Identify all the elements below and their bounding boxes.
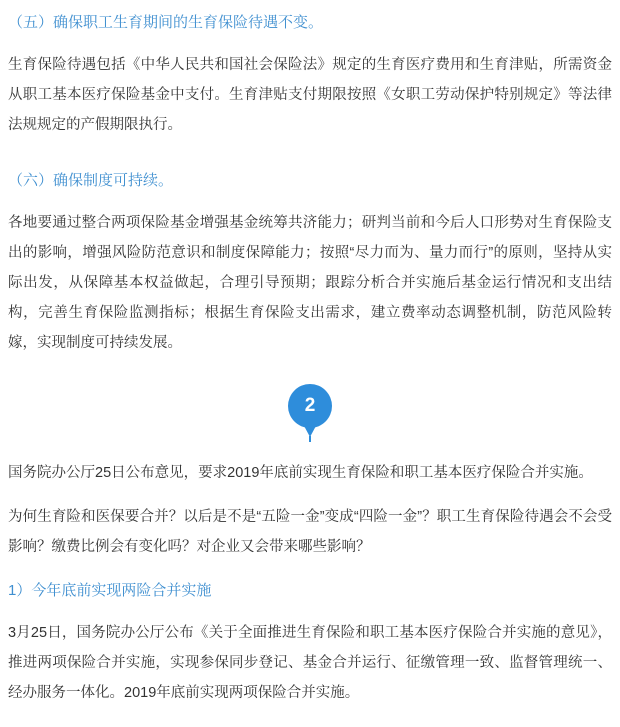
intro-paragraph-1: 国务院办公厅25日公布意见，要求2019年底前实现生育保险和职工基本医疗保险合并实施。 — [8, 465, 593, 481]
pin-stem-icon — [309, 436, 311, 442]
section-heading-6: （六）确保制度可持续。 — [8, 172, 174, 189]
spacer — [8, 140, 612, 162]
page-marker-pin — [288, 384, 332, 440]
section-6-paragraph-1: 各地要通过整合两项保险基金增强基金统筹共济能力；研判当前和今后人口形势对生育保险支出的影响，增强风险防范意识和制度保障能力；按照“尽力而为、量力而行”的原则，坚持从实际出发，从保障基本权益做起，合理引导预期；跟踪分析合并实施后基金运行情况和支出结构，完善生育保险监测指标；根据生育保险支出需求，建立费率动态调整机制，防范风险转嫁，实现制度可持续发展。 — [8, 215, 612, 351]
section-heading-5: （五）确保职工生育期间的生育保险待遇不变。 — [8, 14, 324, 31]
page-marker-number: 2 — [304, 395, 316, 416]
spacer — [8, 562, 612, 572]
section-5-paragraph-1: 生育保险待遇包括《中华人民共和国社会保险法》规定的生育医疗费用和生育津贴，所需资金从职工基本医疗保险基金中支付。生育津贴支付期限按照《女职工劳动保护特别规定》等法律法规规定的产假期限执行。 — [8, 57, 612, 133]
section-heading-1: 1）今年底前实现两险合并实施 — [8, 582, 212, 599]
page-marker — [8, 358, 612, 444]
intro-paragraph-2: 为何生育险和医保要合并？以后是不是“五险一金”变成“四险一金”？职工生育保险待遇会不会受影响？缴费比例会有变化吗？对企业又会带来哪些影响？ — [8, 509, 612, 555]
section-1-paragraph-1: 3月25日，国务院办公厅公布《关于全面推进生育保险和职工基本医疗保险合并实施的意见》，推进两项保险合并实施，实现参保同步登记、基金合并运行、征缴管理一致、监督管理统一、经办服务一体化。2019年底前实现两项保险合并实施。 — [8, 625, 612, 701]
